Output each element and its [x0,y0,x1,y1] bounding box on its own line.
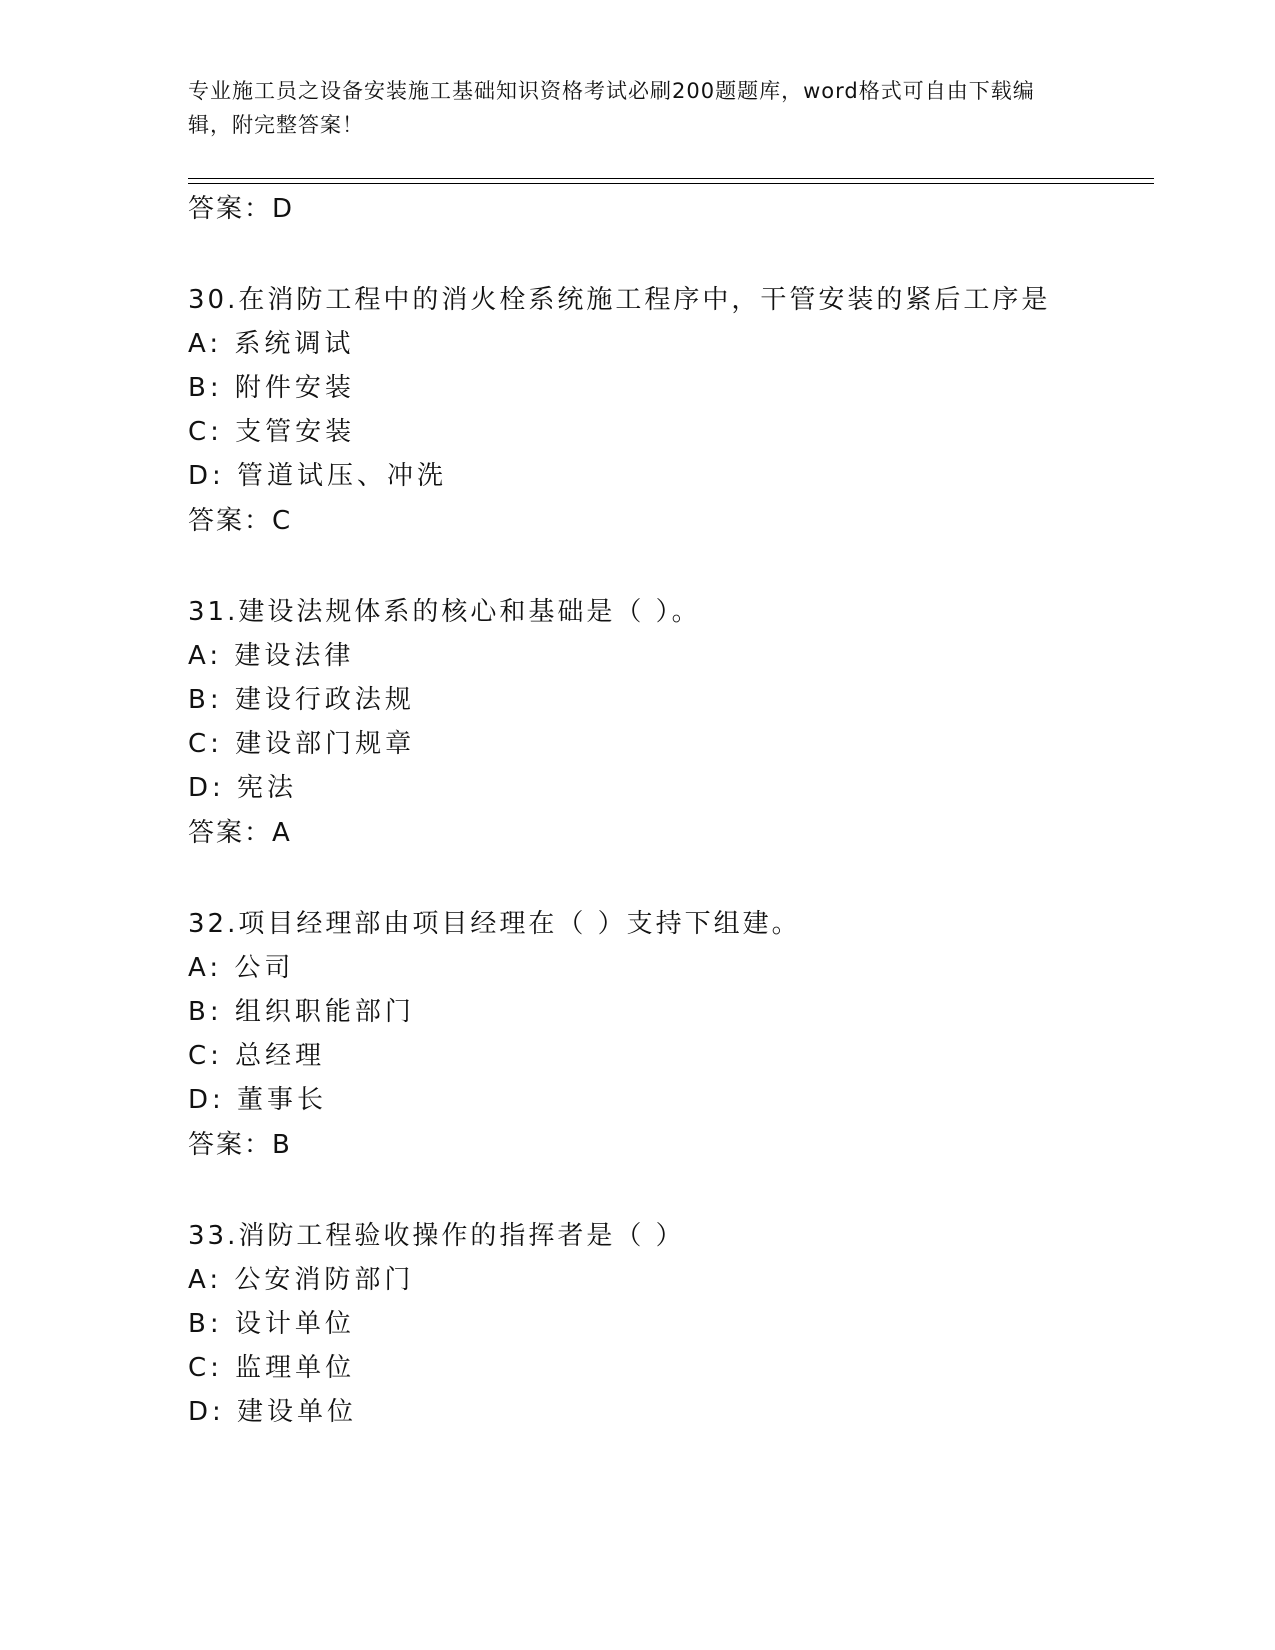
question-30-option-d: D: 管道试压、冲洗 [188,461,448,491]
question-31-stem: 31.建设法规体系的核心和基础是（ ）。 [188,597,701,627]
header-divider-bottom [188,183,1154,184]
question-31-option-b: B: 建设行政法规 [188,685,415,715]
question-33-option-c: C: 监理单位 [188,1353,356,1383]
question-32-option-a: A: 公司 [188,953,295,983]
question-31-option-c: C: 建设部门规章 [188,729,416,759]
question-30-stem: 30.在消防工程中的消火栓系统施工程序中，干管安装的紧后工序是 [188,285,1051,315]
question-31-option-d: D: 宪法 [188,773,298,803]
document-header: 专业施工员之设备安装施工基础知识资格考试必刷200题题库，word格式可自由下载编辑，附完整答案！ [188,79,1035,137]
question-32-stem: 32.项目经理部由项目经理在（ ）支持下组建。 [188,909,801,939]
question-32-answer: 答案：B [188,1130,292,1160]
question-32-option-c: C: 总经理 [188,1041,326,1071]
question-30-answer: 答案：C [188,506,293,536]
question-31-answer: 答案：A [188,818,292,848]
header-divider-top [188,178,1154,179]
question-33-option-a: A: 公安消防部门 [188,1265,415,1295]
question-32-option-d: D: 董事长 [188,1085,328,1115]
question-32-option-b: B: 组织职能部门 [188,997,415,1027]
question-30-option-a: A: 系统调试 [188,329,355,359]
question-33-option-b: B: 设计单位 [188,1309,355,1339]
question-30-option-c: C: 支管安装 [188,417,356,447]
question-30-option-b: B: 附件安装 [188,373,355,403]
question-31-option-a: A: 建设法律 [188,641,355,671]
question-33-option-d: D: 建设单位 [188,1397,358,1427]
question-33-stem: 33.消防工程验收操作的指挥者是（ ） [188,1221,685,1251]
previous-answer: 答案：D [188,194,295,224]
